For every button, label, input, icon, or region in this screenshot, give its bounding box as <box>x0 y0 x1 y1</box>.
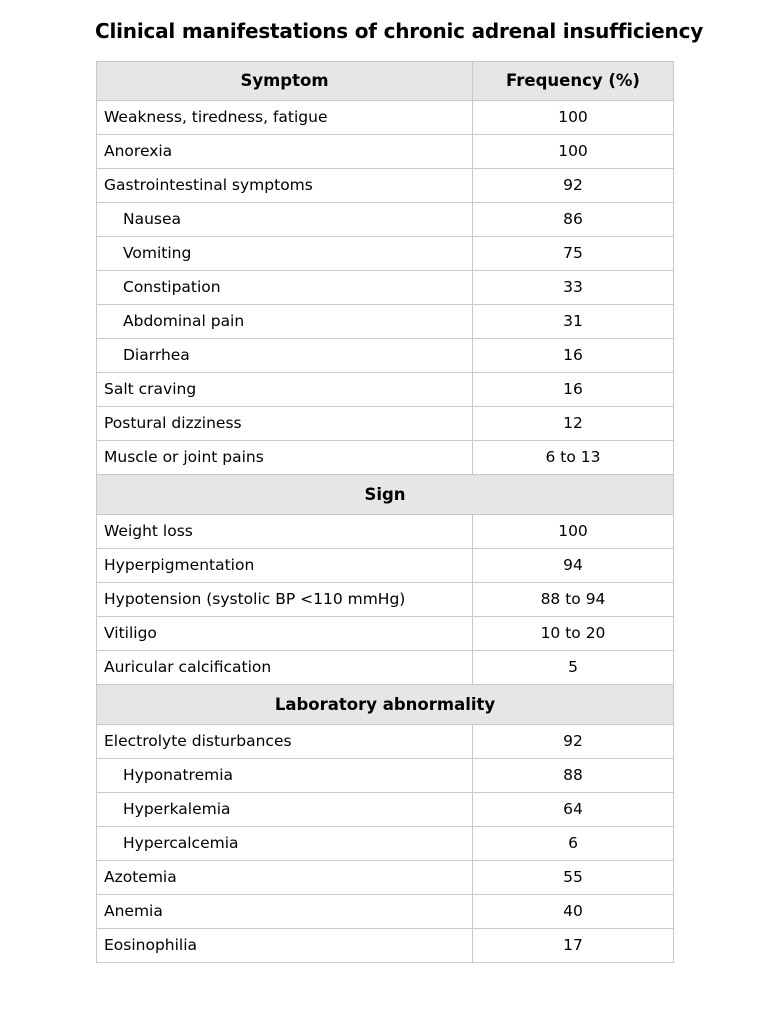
section-header-sign <box>97 475 674 515</box>
row-value: 6 <box>473 827 674 861</box>
row-value: 12 <box>473 407 674 441</box>
table-row <box>97 203 674 237</box>
row-label: Azotemia <box>97 861 473 895</box>
section-title: Laboratory abnormality <box>97 685 674 725</box>
row-value: 10 to 20 <box>473 617 674 651</box>
row-label: Vomiting <box>97 237 473 271</box>
table-row <box>97 793 674 827</box>
row-value: 16 <box>473 373 674 407</box>
table-row <box>97 861 674 895</box>
table-row <box>97 651 674 685</box>
row-value: 100 <box>473 515 674 549</box>
row-label: Postural dizziness <box>97 407 473 441</box>
table-row <box>97 407 674 441</box>
table-title: Clinical manifestations of chronic adrenal insufficiency <box>95 19 704 43</box>
header-symptom: Symptom <box>97 62 473 101</box>
row-value: 5 <box>473 651 674 685</box>
row-label: Electrolyte disturbances <box>97 725 473 759</box>
row-label: Hypercalcemia <box>97 827 473 861</box>
table-row <box>97 135 674 169</box>
table-row <box>97 339 674 373</box>
table-row <box>97 515 674 549</box>
row-label: Vitiligo <box>97 617 473 651</box>
row-value: 6 to 13 <box>473 441 674 475</box>
section-header-lab <box>97 685 674 725</box>
row-value: 100 <box>473 135 674 169</box>
row-value: 55 <box>473 861 674 895</box>
row-label: Anorexia <box>97 135 473 169</box>
row-label: Hyperkalemia <box>97 793 473 827</box>
manifestations-table <box>96 61 674 963</box>
header-frequency: Frequency (%) <box>473 62 674 101</box>
table-row <box>97 895 674 929</box>
row-value: 88 <box>473 759 674 793</box>
symptom-rows <box>97 101 674 963</box>
row-label: Gastrointestinal symptoms <box>97 169 473 203</box>
row-value: 94 <box>473 549 674 583</box>
table-row <box>97 101 674 135</box>
row-value: 17 <box>473 929 674 963</box>
table-row <box>97 617 674 651</box>
table-row <box>97 237 674 271</box>
row-label: Auricular calcification <box>97 651 473 685</box>
row-label: Hypotension (systolic BP <110 mmHg) <box>97 583 473 617</box>
table-row <box>97 583 674 617</box>
row-label: Diarrhea <box>97 339 473 373</box>
row-label: Weight loss <box>97 515 473 549</box>
row-value: 92 <box>473 725 674 759</box>
table-row <box>97 305 674 339</box>
row-label: Weakness, tiredness, fatigue <box>97 101 473 135</box>
row-value: 33 <box>473 271 674 305</box>
table-row <box>97 929 674 963</box>
row-label: Salt craving <box>97 373 473 407</box>
row-label: Abdominal pain <box>97 305 473 339</box>
row-value: 31 <box>473 305 674 339</box>
table-row <box>97 373 674 407</box>
table-row <box>97 169 674 203</box>
row-value: 64 <box>473 793 674 827</box>
row-label: Muscle or joint pains <box>97 441 473 475</box>
section-title: Sign <box>97 475 674 515</box>
row-value: 100 <box>473 101 674 135</box>
row-label: Eosinophilia <box>97 929 473 963</box>
header-row <box>97 62 674 101</box>
table-row <box>97 759 674 793</box>
row-label: Constipation <box>97 271 473 305</box>
row-value: 75 <box>473 237 674 271</box>
row-value: 88 to 94 <box>473 583 674 617</box>
table-row <box>97 441 674 475</box>
row-label: Hyponatremia <box>97 759 473 793</box>
table-header <box>97 62 674 101</box>
row-value: 92 <box>473 169 674 203</box>
row-value: 40 <box>473 895 674 929</box>
table-row <box>97 271 674 305</box>
row-value: 16 <box>473 339 674 373</box>
table-row <box>97 549 674 583</box>
row-value: 86 <box>473 203 674 237</box>
row-label: Nausea <box>97 203 473 237</box>
row-label: Anemia <box>97 895 473 929</box>
row-label: Hyperpigmentation <box>97 549 473 583</box>
table-row <box>97 827 674 861</box>
table-row <box>97 725 674 759</box>
